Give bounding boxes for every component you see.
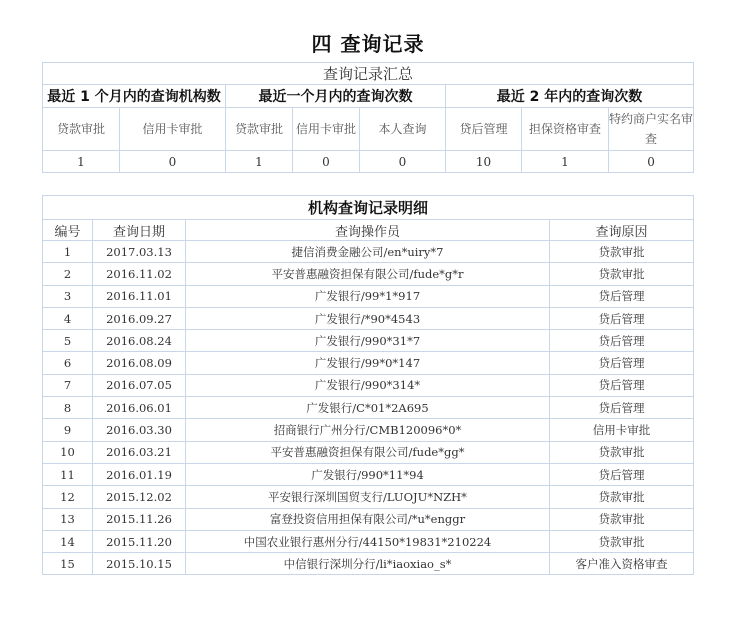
- row-date: 2016.03.21: [93, 441, 186, 463]
- row-operator: 广发银行/990*314*: [186, 374, 550, 396]
- row-reason: 客户准入资格审查: [550, 553, 694, 575]
- summary-value: 1: [226, 151, 293, 173]
- row-operator: 招商银行广州分行/CMB120096*0*: [186, 419, 550, 441]
- table-row: [43, 553, 694, 575]
- row-date: 2016.03.30: [93, 419, 186, 441]
- row-index: 7: [43, 374, 93, 396]
- row-date: 2015.12.02: [93, 486, 186, 508]
- row-reason: 贷款审批: [550, 530, 694, 552]
- row-operator: 富登投资信用担保有限公司/*u*enggr: [186, 508, 550, 530]
- row-date: 2016.06.01: [93, 397, 186, 419]
- row-operator: 广发银行/990*11*94: [186, 463, 550, 485]
- row-index: 9: [43, 419, 93, 441]
- table-row: [43, 463, 694, 485]
- row-date: 2016.01.19: [93, 463, 186, 485]
- summary-value: 0: [360, 151, 446, 173]
- row-index: 11: [43, 463, 93, 485]
- row-date: 2015.11.20: [93, 530, 186, 552]
- row-index: 5: [43, 330, 93, 352]
- row-operator: 平安普惠融资担保有限公司/fude*gg*: [186, 441, 550, 463]
- row-index: 3: [43, 285, 93, 307]
- table-row: [43, 285, 694, 307]
- column-header: 信用卡审批: [293, 108, 360, 151]
- table-row: [43, 486, 694, 508]
- row-index: 12: [43, 486, 93, 508]
- column-header: 本人查询: [360, 108, 446, 151]
- row-operator: 广发银行/*90*4543: [186, 307, 550, 329]
- table-row: [43, 441, 694, 463]
- summary-value: 0: [609, 151, 694, 173]
- row-index: 1: [43, 241, 93, 263]
- row-reason: 贷后管理: [550, 463, 694, 485]
- row-date: 2016.08.09: [93, 352, 186, 374]
- row-index: 13: [43, 508, 93, 530]
- row-date: 2015.11.26: [93, 508, 186, 530]
- header-operator: 查询操作员: [186, 220, 550, 241]
- row-reason: 贷款审批: [550, 241, 694, 263]
- table-row: [43, 263, 694, 285]
- summary-value: 0: [293, 151, 360, 173]
- table-row: [43, 307, 694, 329]
- row-reason: 贷后管理: [550, 352, 694, 374]
- column-header: 贷后管理: [446, 108, 522, 151]
- summary-value: 10: [446, 151, 522, 173]
- header-date: 查询日期: [93, 220, 186, 241]
- row-date: 2016.08.24: [93, 330, 186, 352]
- row-index: 15: [43, 553, 93, 575]
- row-date: 2015.10.15: [93, 553, 186, 575]
- row-index: 14: [43, 530, 93, 552]
- column-header: 贷款审批: [43, 108, 120, 151]
- row-reason: 贷款审批: [550, 486, 694, 508]
- table-row: [43, 352, 694, 374]
- row-index: 10: [43, 441, 93, 463]
- row-reason: 贷款审批: [550, 263, 694, 285]
- page-title: 四 查询记录: [311, 32, 425, 56]
- row-reason: 贷后管理: [550, 330, 694, 352]
- column-header: 贷款审批: [226, 108, 293, 151]
- row-date: 2016.11.01: [93, 285, 186, 307]
- column-header: 担保资格审查: [522, 108, 609, 151]
- row-operator: 广发银行/990*31*7: [186, 330, 550, 352]
- row-index: 2: [43, 263, 93, 285]
- summary-caption: 查询记录汇总: [43, 63, 694, 85]
- table-row: [43, 374, 694, 396]
- row-index: 6: [43, 352, 93, 374]
- group-header-2y-queries: 最近 2 年内的查询次数: [446, 85, 694, 108]
- row-index: 4: [43, 307, 93, 329]
- column-header: 特约商户实名审查: [609, 108, 694, 151]
- summary-value: 0: [120, 151, 226, 173]
- summary-value: 1: [43, 151, 120, 173]
- group-header-1m-institutions: 最近 1 个月内的查询机构数: [43, 85, 226, 108]
- row-operator: 捷信消费金融公司/en*uiry*7: [186, 241, 550, 263]
- row-operator: 平安银行深圳国贸支行/LUOJU*NZH*: [186, 486, 550, 508]
- table-row: [43, 397, 694, 419]
- row-operator: 中信银行深圳分行/li*iaoxiao_s*: [186, 553, 550, 575]
- row-reason: 贷后管理: [550, 285, 694, 307]
- row-index: 8: [43, 397, 93, 419]
- table-row: [43, 419, 694, 441]
- row-date: 2016.09.27: [93, 307, 186, 329]
- row-date: 2017.03.13: [93, 241, 186, 263]
- row-reason: 信用卡审批: [550, 419, 694, 441]
- row-operator: 广发银行/C*01*2A695: [186, 397, 550, 419]
- row-date: 2016.07.05: [93, 374, 186, 396]
- header-index: 编号: [43, 220, 93, 241]
- row-reason: 贷款审批: [550, 441, 694, 463]
- row-operator: 广发银行/99*1*917: [186, 285, 550, 307]
- group-header-1m-queries: 最近一个月内的查询次数: [226, 85, 446, 108]
- row-reason: 贷后管理: [550, 374, 694, 396]
- row-operator: 平安普惠融资担保有限公司/fude*g*r: [186, 263, 550, 285]
- table-row: [43, 241, 694, 263]
- row-reason: 贷后管理: [550, 307, 694, 329]
- detail-caption: 机构查询记录明细: [43, 196, 694, 220]
- query-summary-table: [42, 62, 694, 173]
- table-row: [43, 530, 694, 552]
- table-row: [43, 508, 694, 530]
- row-reason: 贷款审批: [550, 508, 694, 530]
- query-detail-table: [42, 195, 694, 575]
- row-date: 2016.11.02: [93, 263, 186, 285]
- row-operator: 中国农业银行惠州分行/44150*19831*210224: [186, 530, 550, 552]
- row-operator: 广发银行/99*0*147: [186, 352, 550, 374]
- column-header: 信用卡审批: [120, 108, 226, 151]
- header-reason: 查询原因: [550, 220, 694, 241]
- table-row: [43, 330, 694, 352]
- row-reason: 贷后管理: [550, 397, 694, 419]
- summary-value: 1: [522, 151, 609, 173]
